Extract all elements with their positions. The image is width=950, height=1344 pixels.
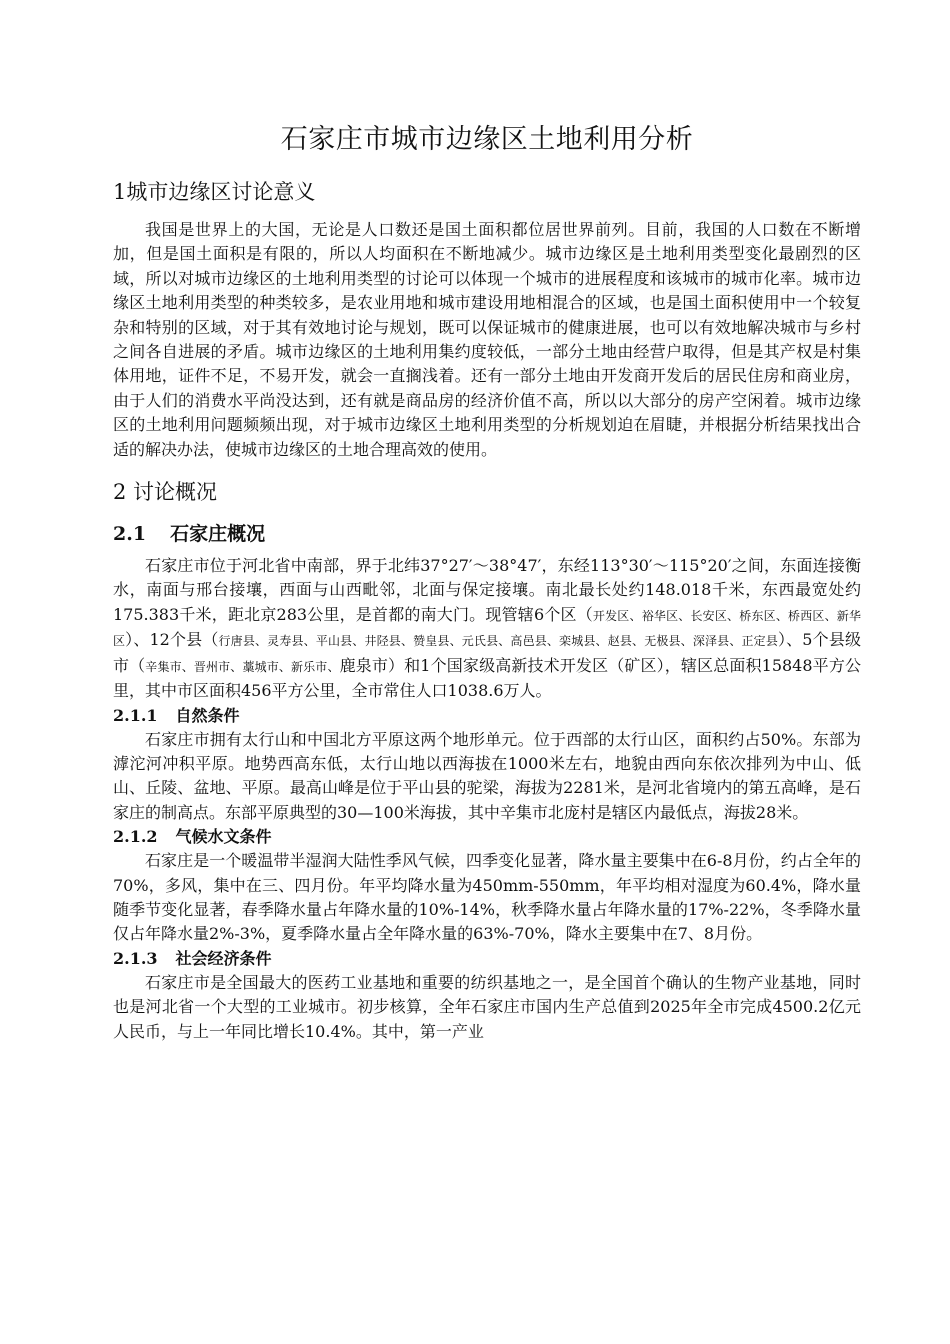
section-2-1-2-heading <box>113 825 861 849</box>
paragraph-text: 石家庄市位于河北省中南部，界于北纬37°27′～38°47′，东经113°30′～115°20′之间，东面连接衡水，南面与邢台接壤，西面与山西毗邻，北面与保定接壤。南北最长处约148.018千米，东西最宽处约175.383千米，距北京283公里，是首都的南大门。现管辖6个区（ <box>113 556 861 624</box>
district-list: 开发区、裕华区、长安区、桥东区、桥西区、新华区 <box>113 608 861 649</box>
section-2-1-1-paragraph: 石家庄市拥有太行山和中国北方平原这两个地形单元。位于西部的太行山区，面积约占50%。东部为滹沱河冲积平原。地势西高东低，太行山地以西海拔在1000米左右，地貌由西向东依次排列为中山、低山、丘陵、盆地、平原。最高山峰是位于平山县的驼梁，海拔为2281米，是河北省境内的第五高峰，是石家庄的制高点。东部平原典型的30—100米海拔，其中辛集市北庞村是辖区内最低点，海拔28米。 <box>113 729 861 822</box>
section-2-1-1-heading <box>113 704 861 728</box>
county-list: 行唐县、灵寿县、平山县、井陉县、赞皇县、元氏县、高邑县、栾城县、赵县、无极县、深泽县、正定县 <box>218 634 778 649</box>
section-2-1-2-paragraph: 石家庄是一个暖温带半湿润大陆性季风气候，四季变化显著，降水量主要集中在6-8月份，约占全年的70%，多风，集中在三、四月份。年平均降水量为450mm-550mm，年平均相对湿度为60.4%，降水量随季节变化显著，春季降水量占年降水量的10%-14%，秋季降水量占年降水量的17%-22%，冬季降水量仅占年降水量2%-3%，夏季降水量占全年降水量的63%-70%，降水主要集中在7、8月份。 <box>113 851 861 944</box>
section-2-1-paragraph <box>113 554 861 703</box>
section-title: 自然条件 <box>175 705 240 725</box>
section-1-heading: 1城市边缘区讨论意义 <box>113 180 316 204</box>
section-2-heading: 2 讨论概况 <box>113 480 218 505</box>
document-title: 石家庄市城市边缘区土地利用分析 <box>280 124 694 155</box>
paragraph-text: 鹿泉市）和1个国家级高新技术开发区（矿区），辖区总面积15848平方公里，其中市区面积456平方公里，全市常住人口1038.6万人。 <box>113 655 861 701</box>
city-list: 辛集市、晋州市、藁城市、新乐市、 <box>145 659 340 674</box>
paragraph-text: ）、12个县（ <box>125 630 219 650</box>
section-number: 2.1 <box>113 523 147 546</box>
paragraph-text: ）、5个县级市（ <box>113 630 861 675</box>
section-title: 气候水文条件 <box>175 827 272 847</box>
document-page <box>113 118 861 1044</box>
section-title: 石家庄概况 <box>170 523 266 546</box>
section-number: 2.1.1 <box>113 705 158 725</box>
section-2-1-3-heading <box>113 947 861 971</box>
section-number: 2.1.2 <box>113 827 158 847</box>
section-number: 2.1.3 <box>113 948 158 968</box>
section-1-paragraph: 我国是世界上的大国，无论是人口数还是国土面积都位居世界前列。目前，我国的人口数在不断增加，但是国土面积是有限的，所以人均面积在不断地减少。城市边缘区是土地利用类型变化最剧烈的区域，所以对城市边缘区的土地利用类型的讨论可以体现一个城市的进展程度和该城市的城市化率。城市边缘区土地利用类型的种类较多，是农业用地和城市建设用地相混合的区域，也是国土面积使用中一个较复杂和特别的区域，对于其有效地讨论与规划，既可以保证城市的健康进展，也可以有效地解决城市与乡村之间各自进展的矛盾。城市边缘区的土地利用集约度较低，一部分土地由经营户取得，但是其产权是村集体用地，证件不足，不易开发，就会一直搁浅着。还有一部分土地由开发商开发后的居民住房和商业房，由于人们的消费水平尚没达到，还有就是商品房的经济价值不高，所以以大部分的房产空闲着。城市边缘区的土地利用问题频频出现，对于城市边缘区土地利用类型的分析规划迫在眉睫，并根据分析结果找出合适的解决办法，使城市边缘区的土地合理高效的使用。 <box>113 220 861 459</box>
section-2-1-3-paragraph: 石家庄市是全国最大的医药工业基地和重要的纺织基地之一，是全国首个确认的生物产业基地，同时也是河北省一个大型的工业城市。初步核算，全年石家庄市国内生产总值到2025年全市完成4500.2亿元人民币，与上一年同比增长10.4%。其中，第一产业 <box>113 972 861 1041</box>
section-title: 社会经济条件 <box>175 948 272 968</box>
section-2-1-heading <box>113 518 861 550</box>
